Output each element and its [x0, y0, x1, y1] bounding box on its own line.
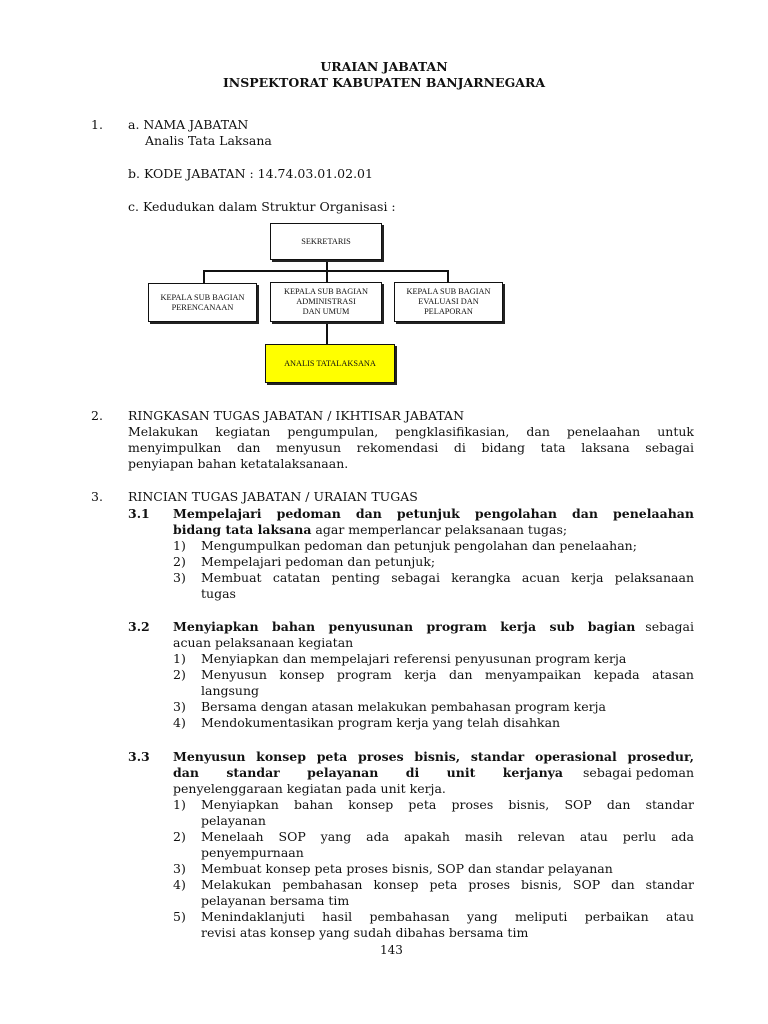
list-item: Mempelajari pedoman dan petunjuk;: [201, 554, 436, 569]
list-item: Menyiapkan bahan konsep peta proses bisnis, SOP dan standar: [201, 797, 694, 812]
subsection-3-1-title: Mempelajari pedoman dan petunjuk pengolahan dan penelaahan: [173, 506, 694, 521]
list-item-cont: revisi atas konsep yang sudah dibahas bersama tim: [201, 925, 529, 940]
subsection-3-3-title: Menyusun konsep peta proses bisnis, standar operasional prosedur,: [173, 749, 694, 764]
list-item: Menyiapkan dan mempelajari referensi penyusunan program kerja: [201, 651, 627, 666]
list-item: Bersama dengan atasan melakukan pembahasan program kerja: [201, 699, 606, 714]
subsection-3-1-title-cont: bidang tata laksana agar memperlancar pelaksanaan tugas;: [173, 522, 568, 537]
nama-jabatan-label: a. NAMA JABATAN: [128, 117, 249, 132]
list-item-cont: penyempurnaan: [201, 845, 304, 860]
list-item: Membuat catatan penting sebagai kerangka acuan kerja pelaksanaan: [201, 570, 694, 585]
org-box-perencanaan: KEPALA SUB BAGIAN PERENCANAAN: [148, 283, 257, 322]
kedudukan-label: c. Kedudukan dalam Struktur Organisasi :: [128, 199, 396, 214]
list-item-number: 3): [173, 699, 186, 714]
list-item: Menelaah SOP yang ada apakah masih relevan atau perlu ada: [201, 829, 694, 844]
kode-jabatan: b. KODE JABATAN : 14.74.03.01.02.01: [128, 166, 373, 181]
section3-heading: RINCIAN TUGAS JABATAN / URAIAN TUGAS: [128, 489, 418, 504]
list-item: Membuat konsep peta proses bisnis, SOP dan standar pelayanan: [201, 861, 613, 876]
list-item: Melakukan pembahasan konsep peta proses bisnis, SOP dan standar: [201, 877, 694, 892]
subsection-number-3-3: 3.3: [128, 749, 150, 764]
subsection-3-3-title-cont: penyelenggaraan kegiatan pada unit kerja.: [173, 781, 446, 796]
list-item-cont: pelayanan bersama tim: [201, 893, 350, 908]
nama-jabatan-value: Analis Tata Laksana: [145, 133, 272, 148]
org-connector: [326, 270, 328, 282]
section2-text-line: Melakukan kegiatan pengumpulan, pengklasifikasian, dan penelaahan untuk: [128, 424, 694, 439]
org-box-analis-tatalaksana: ANALIS TATALAKSANA: [265, 344, 395, 383]
subsection-3-2-title-cont: acuan pelaksanaan kegiatan: [173, 635, 354, 650]
org-connector: [203, 270, 205, 283]
section3-number: 3.: [91, 489, 103, 504]
org-box-evaluasi: KEPALA SUB BAGIAN EVALUASI DAN PELAPORAN: [394, 282, 503, 322]
list-item-number: 2): [173, 667, 186, 682]
section2-text-line: menyimpulkan dan menyusun rekomendasi di bidang tata laksana sebagai: [128, 440, 694, 455]
subsection-3-2-title: Menyiapkan bahan penyusunan program kerja sub bagian sebagai: [173, 619, 694, 634]
list-item-number: 5): [173, 909, 186, 924]
section2-text-line: penyiapan bahan ketatalaksanaan.: [128, 456, 349, 471]
subsection-number-3-1: 3.1: [128, 506, 150, 521]
list-item: Mendokumentasikan program kerja yang telah disahkan: [201, 715, 561, 730]
section2-number: 2.: [91, 408, 103, 423]
list-item: Mengumpulkan pedoman dan petunjuk pengolahan dan penelaahan;: [201, 538, 637, 553]
list-item-number: 1): [173, 797, 186, 812]
list-item: Menyusun konsep program kerja dan menyampaikan kepada atasan: [201, 667, 694, 682]
org-connector: [326, 321, 328, 344]
page-number: 143: [380, 943, 403, 957]
section1-number: 1.: [91, 117, 103, 132]
list-item-cont: pelayanan: [201, 813, 266, 828]
list-item-number: 3): [173, 570, 186, 585]
list-item-number: 1): [173, 538, 186, 553]
list-item-cont: langsung: [201, 683, 260, 698]
subsection-number-3-2: 3.2: [128, 619, 150, 634]
list-item: Menindaklanjuti hasil pembahasan yang meliputi perbaikan atau: [201, 909, 694, 924]
list-item-number: 4): [173, 877, 186, 892]
list-item-number: 1): [173, 651, 186, 666]
org-connector: [447, 270, 449, 282]
list-item-number: 2): [173, 554, 186, 569]
list-item-cont: tugas: [201, 586, 236, 601]
list-item-number: 4): [173, 715, 186, 730]
list-item-number: 3): [173, 861, 186, 876]
document-title: URAIAN JABATAN: [320, 59, 448, 74]
list-item-number: 2): [173, 829, 186, 844]
subsection-3-3-title-cont: dan standar pelayanan di unit kerjanya sebagai pedoman: [173, 765, 694, 780]
document-subtitle: INSPEKTORAT KABUPATEN BANJARNEGARA: [222, 75, 546, 90]
org-box-sekretaris: SEKRETARIS: [270, 223, 382, 260]
section2-heading: RINGKASAN TUGAS JABATAN / IKHTISAR JABATAN: [128, 408, 465, 423]
org-box-administrasi: KEPALA SUB BAGIAN ADMINISTRASI DAN UMUM: [270, 282, 382, 322]
